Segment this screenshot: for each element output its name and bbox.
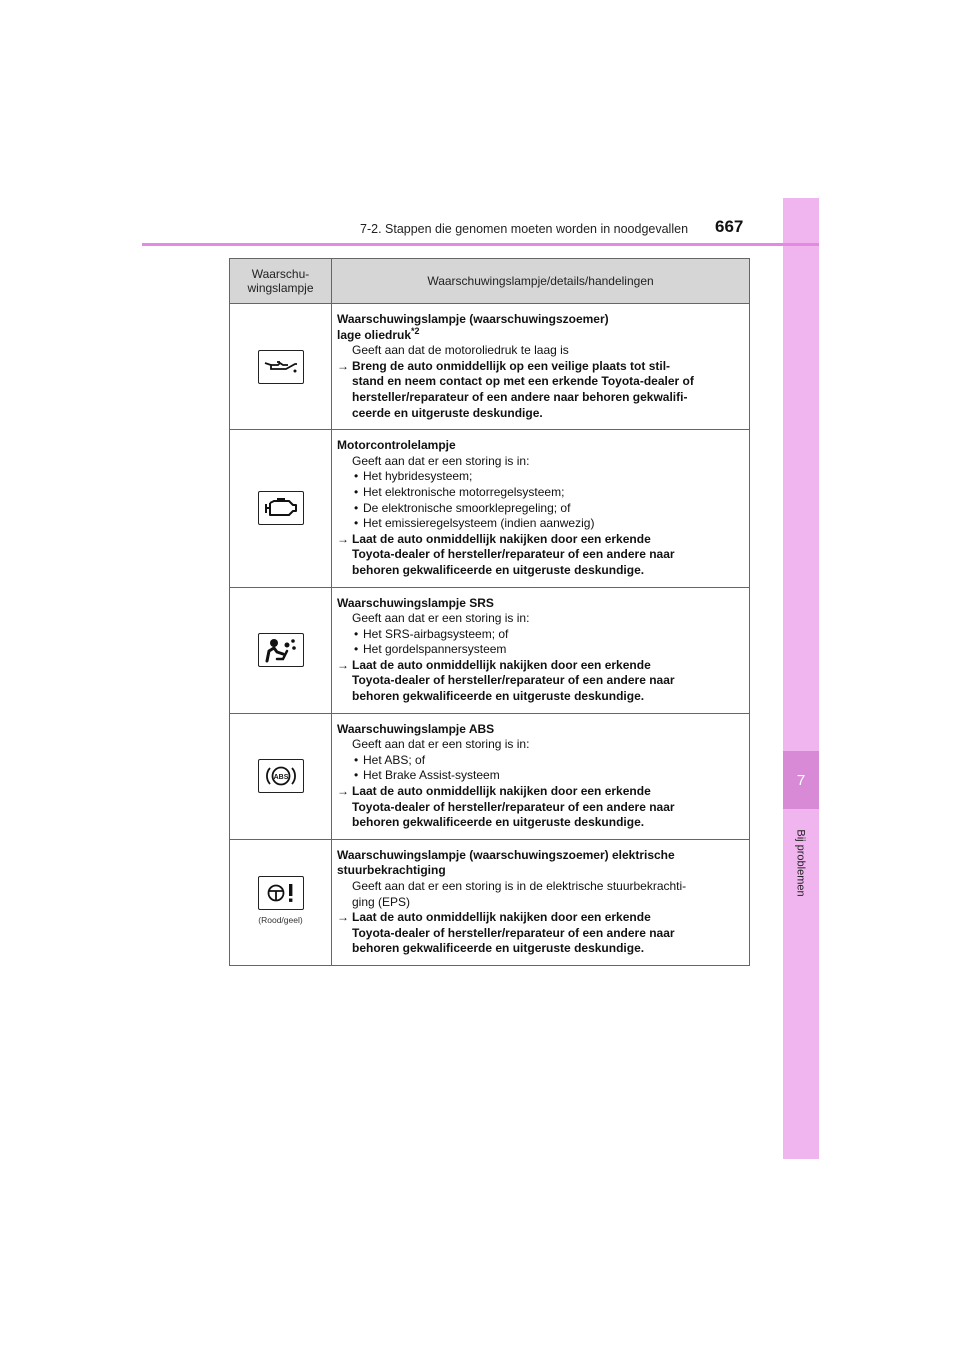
chapter-number: 7	[783, 751, 819, 809]
row-description: Geeft aan dat de motoroliedruk te laag is	[352, 343, 569, 358]
icon-note: (Rood/geel)	[258, 914, 303, 925]
bullet-item: • Het Brake Assist-systeem	[337, 768, 741, 784]
icon-cell	[230, 713, 332, 839]
row-action: → Laat de auto onmiddellijk nakijken door een erkende Toyota-dealer of hersteller/reparateur of een andere naar behoren gekwalificeerde en uitgeruste deskundige.	[337, 657, 675, 704]
arrow-icon: →	[337, 784, 349, 799]
footnote-mark: *2	[411, 325, 420, 336]
row-title: Motorcontrolelampje	[337, 438, 456, 453]
engine-check-icon	[258, 491, 304, 525]
bullet-item: • Het elektronische motorregelsysteem;	[337, 485, 741, 501]
arrow-icon: →	[337, 531, 349, 546]
table-row	[230, 839, 750, 965]
bullet-item: • De elektronische smoorklepregeling; of	[337, 501, 741, 517]
table-row	[230, 304, 750, 430]
icon-cell	[230, 587, 332, 713]
warning-lights-table	[229, 258, 750, 966]
chapter-title	[783, 813, 819, 913]
row-description: Geeft aan dat er een storing is in:	[352, 453, 530, 468]
oil-pressure-icon	[258, 350, 304, 384]
bullet-item: • Het gordelspannersysteem	[337, 642, 741, 658]
details-cell	[332, 430, 750, 587]
icon-cell	[230, 430, 332, 587]
arrow-icon: →	[337, 657, 349, 672]
details-cell	[332, 839, 750, 965]
srs-airbag-icon	[258, 633, 304, 667]
details-cell	[332, 587, 750, 713]
row-action: → Laat de auto onmiddellijk nakijken door een erkende Toyota-dealer of hersteller/reparateur of een andere naar behoren gekwalificeerde en uitgeruste deskundige.	[337, 910, 675, 956]
bullet-item: • Het ABS; of	[337, 753, 741, 769]
bullet-item: • Het SRS-airbagsysteem; of	[337, 627, 741, 643]
details-cell	[332, 304, 750, 430]
section-title: 7-2. Stappen die genomen moeten worden in noodgevallen	[360, 222, 689, 236]
icon-cell	[230, 839, 332, 965]
row-action: → Breng de auto onmiddellijk op een veilige plaats tot stil- stand en neem contact op met een erkende Toyota-dealer of hersteller/reparateur of een andere naar behoren gekwalifi- ceerde en uitgeruste deskundige.	[337, 358, 694, 420]
table-row	[230, 587, 750, 713]
row-description: Geeft aan dat er een storing is in:	[352, 611, 530, 626]
icon-cell	[230, 304, 332, 430]
header-rule	[142, 243, 819, 246]
table-row	[230, 430, 750, 587]
abs-icon-text: ABS	[273, 773, 288, 781]
row-title-2: lage oliedruk$^{*2}$	[337, 325, 420, 342]
row-description: Geeft aan dat er een storing is in de elektrische stuurbekrachti- ging (EPS)	[352, 879, 687, 909]
col-header-light: Waarschu- wingslampje	[230, 259, 332, 304]
row-action: → Laat de auto onmiddellijk nakijken door een erkende Toyota-dealer of hersteller/reparateur of een andere naar behoren gekwalificeerde en uitgeruste deskundige.	[337, 531, 675, 577]
row-title: Waarschuwingslampje ABS	[337, 721, 495, 736]
arrow-icon: →	[337, 358, 349, 373]
arrow-icon: →	[337, 910, 349, 925]
abs-icon	[258, 759, 304, 793]
bullet-item: • Het hybridesysteem;	[337, 469, 741, 485]
page-number: 667	[715, 217, 744, 236]
table-header-row	[230, 259, 750, 304]
row-action: → Laat de auto onmiddellijk nakijken door een erkende Toyota-dealer of hersteller/reparateur of een andere naar behoren gekwalificeerde en uitgeruste deskundige.	[337, 784, 675, 830]
eps-steering-icon	[258, 876, 304, 910]
bullet-item: • Het emissieregelsysteem (indien aanwezig)	[337, 516, 741, 532]
row-title: Waarschuwingslampje SRS	[337, 595, 494, 610]
col-header-details: Waarschuwingslampje/details/handelingen	[332, 259, 750, 304]
row-title: Waarschuwingslampje (waarschuwingszoemer)	[337, 312, 609, 326]
chapter-side-tab	[783, 198, 819, 1159]
table-row	[230, 713, 750, 839]
details-cell	[332, 713, 750, 839]
row-description: Geeft aan dat er een storing is in:	[352, 737, 530, 752]
row-title: Waarschuwingslampje (waarschuwingszoemer) elektrische stuurbekrachtiging	[337, 847, 675, 878]
chapter-title-text: Bij problemen	[795, 829, 808, 897]
